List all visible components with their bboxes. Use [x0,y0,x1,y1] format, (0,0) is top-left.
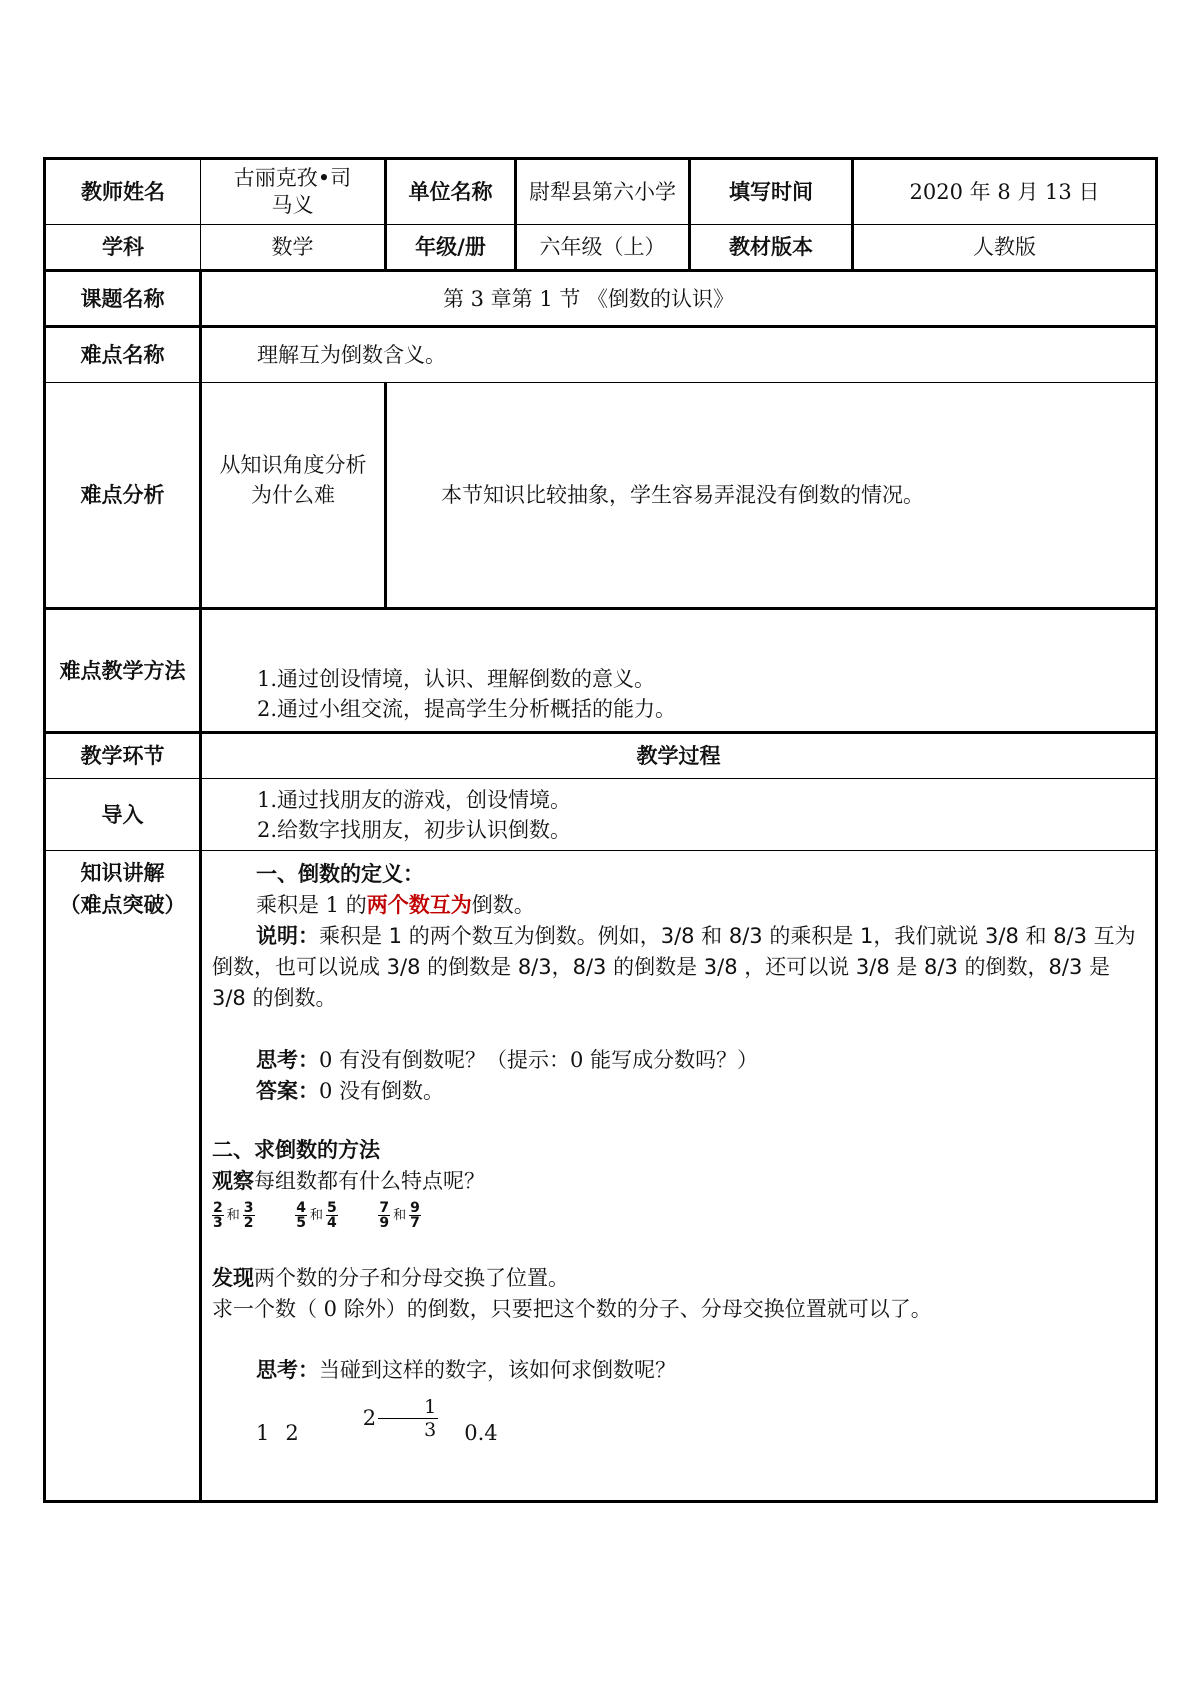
header-row-2 [45,225,1157,271]
knowledge-label-line1: 知识讲解 [80,861,165,885]
title-label: 课题名称 [45,271,201,327]
fraction [326,1201,338,1230]
spacer [212,1233,1143,1263]
denominator: 5 [296,1215,306,1231]
spacer [212,1107,1143,1135]
lesson-plan-table [43,157,1158,1503]
analysis-sub-line1: 从知识角度分析 [219,453,367,477]
numerator: 4 [296,1200,306,1216]
grade-value: 六年级（上） [516,225,690,271]
pair-joiner: 和 [393,1207,407,1223]
definition-highlight: 两个数互为 [366,893,472,917]
pair-joiner: 和 [309,1207,323,1223]
section2-title: 二、求倒数的方法 [212,1138,380,1162]
analysis-value: 本节知识比较抽象，学生容易弄混没有倒数的情况。 [386,383,1157,609]
edition-label: 教材版本 [690,225,853,271]
method-value [201,609,1157,733]
rule-line: 求一个数（ 0 除外）的倒数，只要把这个数的分子、分母交换位置就可以了。 [212,1296,932,1321]
numerator: 7 [379,1200,390,1216]
find-line [212,1263,1143,1294]
analysis-row [45,383,1157,609]
examples-line [212,1395,1143,1449]
explanation-paragraph [212,921,1143,1014]
denominator: 3 [424,1418,437,1441]
fraction-pair-2 [295,1197,338,1233]
intro-row [45,779,1157,851]
method-row [45,609,1157,733]
pair-joiner: 和 [226,1207,240,1223]
observe-line [212,1166,1143,1197]
title-value: 第 3 章第 1 节 《倒数的认识》 [201,271,1157,327]
knowledge-label-line2: （难点突破） [59,893,186,917]
intro-line-1: 1.通过找朋友的游戏，创设情境。 [257,787,572,812]
observe-text: 每组数都有什么特点呢？ [254,1169,485,1193]
fraction [243,1201,255,1230]
example-decimal: 0.4 [464,1420,498,1445]
analysis-label: 难点分析 [45,383,201,609]
analysis-sub-label [201,383,386,609]
spacer [212,1014,1143,1045]
denominator: 9 [379,1215,390,1231]
numerator: 5 [326,1200,337,1216]
knowledge-label [45,851,201,1502]
denominator: 3 [213,1215,223,1231]
observe-label: 观察 [212,1169,254,1193]
think2-text: 当碰到这样的数字，该如何求倒数呢？ [319,1357,676,1382]
knowledge-row [45,851,1157,1502]
example-2: 2 [285,1420,299,1445]
analysis-sub-line2: 为什么难 [251,483,335,507]
edition-value: 人教版 [853,225,1157,271]
denominator: 7 [410,1215,420,1231]
header-row-1 [45,159,1157,225]
fraction [378,1201,390,1230]
mixed-whole: 2 [362,1405,377,1430]
explain-label: 说明： [256,924,319,948]
fraction-pair-3 [378,1197,421,1233]
teacher-value [201,159,386,225]
teacher-name-line1: 古丽克孜•司 [233,166,352,190]
teacher-label: 教师姓名 [45,159,201,225]
fraction [295,1201,307,1230]
intro-line-2: 2.给数字找朋友，初步认识倒数。 [257,817,572,842]
difficulty-label: 难点名称 [45,327,201,383]
teacher-name-line2: 马义 [271,193,314,217]
think1-text: 0 有没有倒数呢？（提示：0 能写成分数吗？） [319,1048,759,1072]
intro-label: 导入 [45,779,201,851]
process-header-row [45,733,1157,779]
find-label: 发现 [212,1265,254,1290]
think1-line [212,1045,1143,1076]
fraction [212,1201,224,1230]
denominator: 2 [243,1215,254,1231]
think1-label: 思考： [256,1048,319,1072]
denominator: 4 [326,1215,337,1231]
difficulty-row [45,327,1157,383]
stage-label: 教学环节 [45,733,201,779]
mixed-number [319,1396,438,1441]
date-value: 2020 年 8 月 13 日 [853,159,1157,225]
find-text: 两个数的分子和分母交换了位置。 [254,1265,569,1290]
date-label: 填写时间 [690,159,853,225]
grade-label: 年级/册 [386,225,516,271]
think2-line [212,1355,1143,1386]
lesson-plan-sheet [43,157,1155,1510]
numerator: 2 [213,1200,223,1216]
method-line-2: 2.通过小组交流，提高学生分析概括的能力。 [257,696,677,721]
spacer [212,1325,1143,1355]
knowledge-content [201,851,1157,1502]
example-1: 1 [256,1420,270,1445]
fraction-pairs [212,1197,1143,1233]
explain-text: 乘积是 1 的两个数互为倒数。例如，3/8 和 8/3 的乘积是 1，我们就说 3/8 和 8/3 互为倒数，也可以说成 3/8 的倒数是 8/3，8/3 的倒数是 3/8 ，还可以说 3/8 是 8/3 的倒数，8/3 是 3/8 的倒数。 [212,924,1138,1010]
answer-text: 0 没有倒数。 [319,1079,445,1103]
think2-label: 思考： [256,1357,319,1382]
mixed-fraction [378,1396,438,1441]
method-label: 难点教学方法 [45,609,201,733]
numerator: 1 [378,1396,438,1419]
subject-label: 学科 [45,225,201,271]
subject-value: 数学 [201,225,386,271]
title-row [45,271,1157,327]
fraction [409,1201,421,1230]
answer-label: 答案： [256,1079,319,1103]
unit-label: 单位名称 [386,159,516,225]
method-line-1: 1.通过创设情境，认识、理解倒数的意义。 [257,666,656,691]
intro-value [201,779,1157,851]
numerator: 9 [410,1200,420,1216]
numerator: 3 [243,1200,254,1216]
unit-value: 尉犁县第六小学 [516,159,690,225]
section1-title: 一、倒数的定义： [256,862,424,886]
process-label: 教学过程 [201,733,1157,779]
definition-prefix: 乘积是 1 的 [256,893,367,917]
definition-line [212,890,1143,921]
difficulty-value: 理解互为倒数含义。 [201,327,1157,383]
definition-suffix: 倒数。 [471,893,535,917]
fraction-pair-1 [212,1197,255,1233]
answer-line [212,1076,1143,1107]
